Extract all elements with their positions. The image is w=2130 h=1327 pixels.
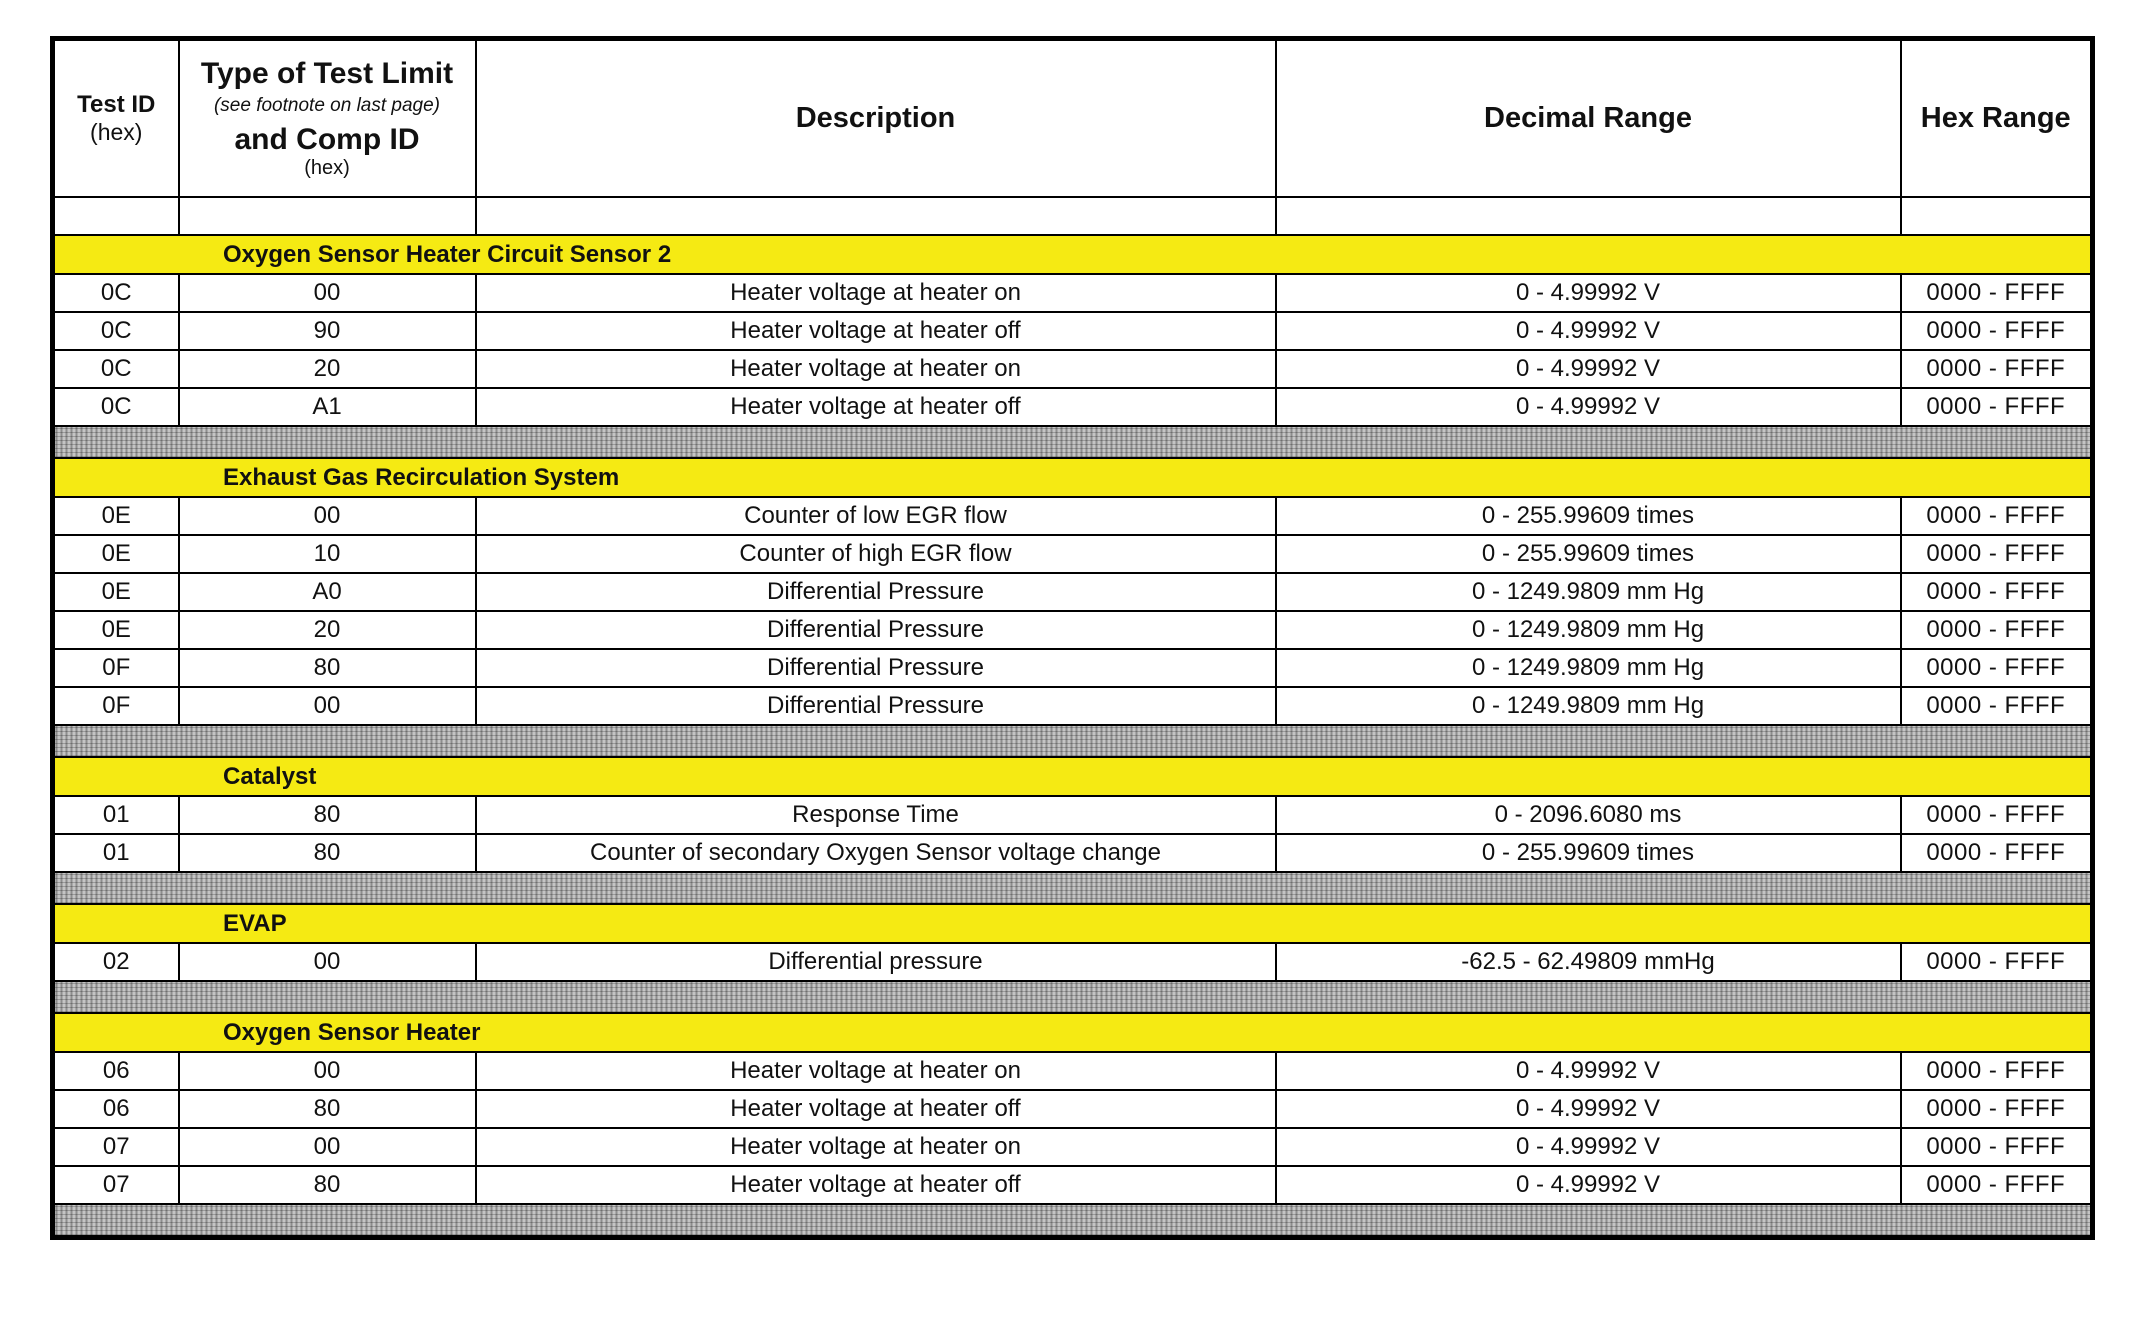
table-row	[53, 943, 2093, 981]
cell-test-id: 01	[53, 796, 179, 834]
section-separator-row	[53, 872, 2093, 904]
cell-decimal-range: 0 - 1249.9809 mm Hg	[1276, 573, 1901, 611]
cell-hex-range: 0000 - FFFF	[1901, 274, 2093, 312]
section-header-row	[53, 1013, 2093, 1052]
cell-decimal-range: 0 - 255.99609 times	[1276, 834, 1901, 872]
blank-row	[53, 197, 2093, 235]
cell-hex-range: 0000 - FFFF	[1901, 535, 2093, 573]
cell-comp-id: 00	[179, 1128, 476, 1166]
cell-decimal-range: 0 - 4.99992 V	[1276, 1166, 1901, 1204]
cell-hex-range: 0000 - FFFF	[1901, 796, 2093, 834]
cell-test-id: 07	[53, 1128, 179, 1166]
header-test-id	[53, 39, 179, 198]
cell-hex-range: 0000 - FFFF	[1901, 1052, 2093, 1090]
cell-comp-id: 80	[179, 796, 476, 834]
cell-decimal-range: 0 - 4.99992 V	[1276, 1090, 1901, 1128]
cell-test-id: 0F	[53, 649, 179, 687]
cell-description: Heater voltage at heater off	[476, 1166, 1276, 1204]
cell-hex-range: 0000 - FFFF	[1901, 649, 2093, 687]
cell-hex-range: 0000 - FFFF	[1901, 687, 2093, 725]
hatched-divider	[53, 426, 2093, 458]
header-description: Description	[476, 39, 1276, 198]
cell-test-id: 0E	[53, 573, 179, 611]
cell-comp-id: A1	[179, 388, 476, 426]
cell-comp-id: 90	[179, 312, 476, 350]
cell-comp-id: 80	[179, 1166, 476, 1204]
cell-description: Differential Pressure	[476, 611, 1276, 649]
cell-comp-id: 00	[179, 943, 476, 981]
table-row	[53, 274, 2093, 312]
table-row	[53, 796, 2093, 834]
cell-decimal-range: 0 - 4.99992 V	[1276, 312, 1901, 350]
cell-decimal-range: -62.5 - 62.49809 mmHg	[1276, 943, 1901, 981]
cell-description: Heater voltage at heater off	[476, 1090, 1276, 1128]
cell-description: Heater voltage at heater off	[476, 312, 1276, 350]
table-row	[53, 350, 2093, 388]
table-row	[53, 1090, 2093, 1128]
cell-description: Counter of secondary Oxygen Sensor voltage change	[476, 834, 1276, 872]
cell-description: Differential pressure	[476, 943, 1276, 981]
cell-test-id: 0C	[53, 388, 179, 426]
table-row	[53, 312, 2093, 350]
header-hex-range: Hex Range	[1901, 39, 2093, 198]
cell-comp-id: 00	[179, 497, 476, 535]
table-row	[53, 1052, 2093, 1090]
cell-hex-range: 0000 - FFFF	[1901, 350, 2093, 388]
cell-comp-id: 20	[179, 611, 476, 649]
section-title: Oxygen Sensor Heater	[53, 1013, 2093, 1052]
section-header-row	[53, 458, 2093, 497]
cell-description: Counter of high EGR flow	[476, 535, 1276, 573]
section-header-row	[53, 235, 2093, 274]
table-row	[53, 834, 2093, 872]
cell-description: Heater voltage at heater on	[476, 274, 1276, 312]
cell-hex-range: 0000 - FFFF	[1901, 611, 2093, 649]
table-header-row	[53, 39, 2093, 198]
section-header-row	[53, 757, 2093, 796]
cell-description: Heater voltage at heater off	[476, 388, 1276, 426]
cell-decimal-range: 0 - 4.99992 V	[1276, 388, 1901, 426]
cell-test-id: 06	[53, 1052, 179, 1090]
cell-comp-id: 00	[179, 687, 476, 725]
cell-description: Response Time	[476, 796, 1276, 834]
cell-decimal-range: 0 - 1249.9809 mm Hg	[1276, 687, 1901, 725]
header-type-comp-id	[179, 39, 476, 198]
cell-hex-range: 0000 - FFFF	[1901, 573, 2093, 611]
cell-test-id: 0E	[53, 497, 179, 535]
cell-test-id: 0C	[53, 312, 179, 350]
cell-comp-id: A0	[179, 573, 476, 611]
cell-comp-id: 80	[179, 1090, 476, 1128]
hatched-divider	[53, 981, 2093, 1013]
table-row	[53, 535, 2093, 573]
cell-description: Counter of low EGR flow	[476, 497, 1276, 535]
header-type-line1: Type of Test Limit	[200, 56, 454, 90]
section-title: Exhaust Gas Recirculation System	[53, 458, 2093, 497]
table-row	[53, 1128, 2093, 1166]
test-limit-table	[50, 36, 2095, 1240]
cell-hex-range: 0000 - FFFF	[1901, 943, 2093, 981]
hatched-divider	[53, 872, 2093, 904]
header-type-note: (see footnote on last page)	[213, 95, 441, 117]
table-row	[53, 388, 2093, 426]
header-test-id-sub: (hex)	[90, 119, 143, 146]
cell-decimal-range: 0 - 4.99992 V	[1276, 1052, 1901, 1090]
header-decimal-range: Decimal Range	[1276, 39, 1901, 198]
section-title: EVAP	[53, 904, 2093, 943]
cell-decimal-range: 0 - 2096.6080 ms	[1276, 796, 1901, 834]
cell-test-id: 07	[53, 1166, 179, 1204]
cell-comp-id: 80	[179, 649, 476, 687]
cell-hex-range: 0000 - FFFF	[1901, 497, 2093, 535]
hatched-divider	[53, 1204, 2093, 1238]
hatched-divider	[53, 725, 2093, 757]
section-separator-row	[53, 1204, 2093, 1238]
cell-decimal-range: 0 - 4.99992 V	[1276, 1128, 1901, 1166]
cell-hex-range: 0000 - FFFF	[1901, 1166, 2093, 1204]
cell-hex-range: 0000 - FFFF	[1901, 1128, 2093, 1166]
cell-description: Differential Pressure	[476, 687, 1276, 725]
cell-description: Differential Pressure	[476, 649, 1276, 687]
header-test-id-label: Test ID	[77, 91, 156, 119]
cell-hex-range: 0000 - FFFF	[1901, 388, 2093, 426]
cell-comp-id: 10	[179, 535, 476, 573]
table-row	[53, 611, 2093, 649]
section-separator-row	[53, 426, 2093, 458]
table-row	[53, 573, 2093, 611]
cell-decimal-range: 0 - 255.99609 times	[1276, 497, 1901, 535]
table-row	[53, 1166, 2093, 1204]
cell-description: Heater voltage at heater on	[476, 350, 1276, 388]
cell-test-id: 0C	[53, 274, 179, 312]
cell-description: Heater voltage at heater on	[476, 1052, 1276, 1090]
cell-test-id: 02	[53, 943, 179, 981]
section-header-row	[53, 904, 2093, 943]
cell-test-id: 06	[53, 1090, 179, 1128]
section-separator-row	[53, 981, 2093, 1013]
table-row	[53, 497, 2093, 535]
cell-hex-range: 0000 - FFFF	[1901, 834, 2093, 872]
cell-test-id: 0F	[53, 687, 179, 725]
header-type-line2: and Comp ID	[234, 122, 420, 156]
table-row	[53, 687, 2093, 725]
cell-comp-id: 20	[179, 350, 476, 388]
cell-test-id: 0E	[53, 535, 179, 573]
cell-decimal-range: 0 - 4.99992 V	[1276, 350, 1901, 388]
cell-hex-range: 0000 - FFFF	[1901, 312, 2093, 350]
cell-hex-range: 0000 - FFFF	[1901, 1090, 2093, 1128]
section-separator-row	[53, 725, 2093, 757]
cell-comp-id: 00	[179, 1052, 476, 1090]
cell-decimal-range: 0 - 4.99992 V	[1276, 274, 1901, 312]
cell-decimal-range: 0 - 1249.9809 mm Hg	[1276, 611, 1901, 649]
table-body	[53, 197, 2093, 1238]
cell-comp-id: 80	[179, 834, 476, 872]
section-title: Catalyst	[53, 757, 2093, 796]
header-type-sub: (hex)	[304, 157, 350, 180]
table-row	[53, 649, 2093, 687]
cell-comp-id: 00	[179, 274, 476, 312]
cell-test-id: 01	[53, 834, 179, 872]
cell-description: Heater voltage at heater on	[476, 1128, 1276, 1166]
cell-description: Differential Pressure	[476, 573, 1276, 611]
cell-decimal-range: 0 - 255.99609 times	[1276, 535, 1901, 573]
section-title: Oxygen Sensor Heater Circuit Sensor 2	[53, 235, 2093, 274]
cell-decimal-range: 0 - 1249.9809 mm Hg	[1276, 649, 1901, 687]
cell-test-id: 0E	[53, 611, 179, 649]
cell-test-id: 0C	[53, 350, 179, 388]
